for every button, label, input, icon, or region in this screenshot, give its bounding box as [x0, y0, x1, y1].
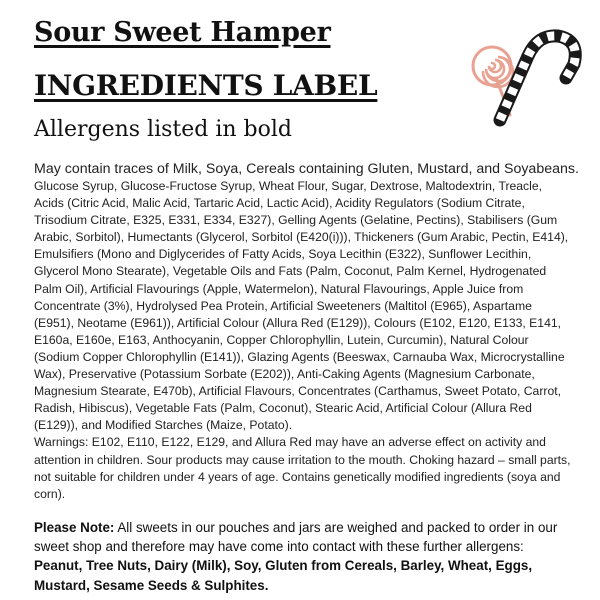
- label-heading: INGREDIENTS LABEL: [34, 69, 378, 102]
- traces-statement: May contain traces of Milk, Soya, Cereals containing Gluten, Mustard, and Soyabeans.: [34, 161, 579, 177]
- note-allergens: Peanut, Tree Nuts, Dairy (Milk), Soy, Gluten from Cereals, Barley, Wheat, Eggs, Mustard, Sesame Seeds & Sulphites.: [34, 558, 533, 593]
- product-title: Sour Sweet Hamper: [34, 17, 331, 48]
- allergen-subtitle: Allergens listed in bold: [34, 117, 292, 142]
- warnings-text: Warnings: E102, E110, E122, E129, and Allura Red may have an adverse effect on activity and attention in children. Sour products may cause irritation to the mouth. Choking hazard – small parts, not suitable for children under 4 years of age. Contains genetically modified ingredients (soya and corn).: [34, 435, 571, 501]
- candy-illustration: [470, 20, 588, 128]
- please-note: [34, 518, 574, 595]
- ingredients-body: [34, 160, 579, 503]
- ingredients-list: Glucose Syrup, Glucose-Fructose Syrup, Wheat Flour, Sugar, Dextrose, Maltodextrin, Treacle, Acids (Citric Acid, Malic Acid, Tartaric Acid, Lactic Acid), Acidity Regulators (Sodium Citrate, Trisodium Citrate, E325, E331, E334, E327), Gelling Agents (Gelatine, Pectins), Stabilisers (Gum Arabic, Sorbitol), Humectants (Glycerol, Sorbitol (E420(i))), Thickeners (Gum Arabic, Pectin, E414), Emulsifiers (Mono and Diglycerides of Fatty Acids, Soya Lecithin (E322), Sunflower Lecithin, Glycerol Mono Stearate), Vegetable Oils and Fats (Palm, Coconut, Palm Kernel, Hydrogenated Palm Oil), Artificial Flavourings (Apple, Watermelon), Natural Flavourings, Apple Juice from Concentrate (3%), Hydrolysed Pea Protein, Artificial Sweeteners (Maltitol (E965), Aspartame (E951), Neotame (E961)), Artificial Colour (Allura Red (E129)), Colours (E102, E120, E133, E141, E160a, E160e, E163, Anthocyanin, Copper Chlorophyllin, Lutein, Curcumin), Natural Colour (Sodium Copper Chlorophyllin (E141)), Glazing Agents (Beeswax, Carnauba Wax, Microcrystalline Wax), Preservative (Potassium Sorbate (E202)), Anti-Caking Agents (Magnesium Carbonate, Magnesium Stearate, E470b), Artificial Flavours, Concentrates (Carthamus, Sweet Potato, Carrot, Radish, Hibiscus), Vegetable Fats (Palm, Coconut), Stearic Acid, Artificial Colour (Allura Red (E129)), and Modified Starches (Maize, Potato).: [34, 179, 569, 433]
- note-text: All sweets in our pouches and jars are weighed and packed to order in our sweet shop and therefore may have come into contact with these further allergens:: [34, 520, 558, 555]
- note-label: Please Note:: [34, 520, 115, 535]
